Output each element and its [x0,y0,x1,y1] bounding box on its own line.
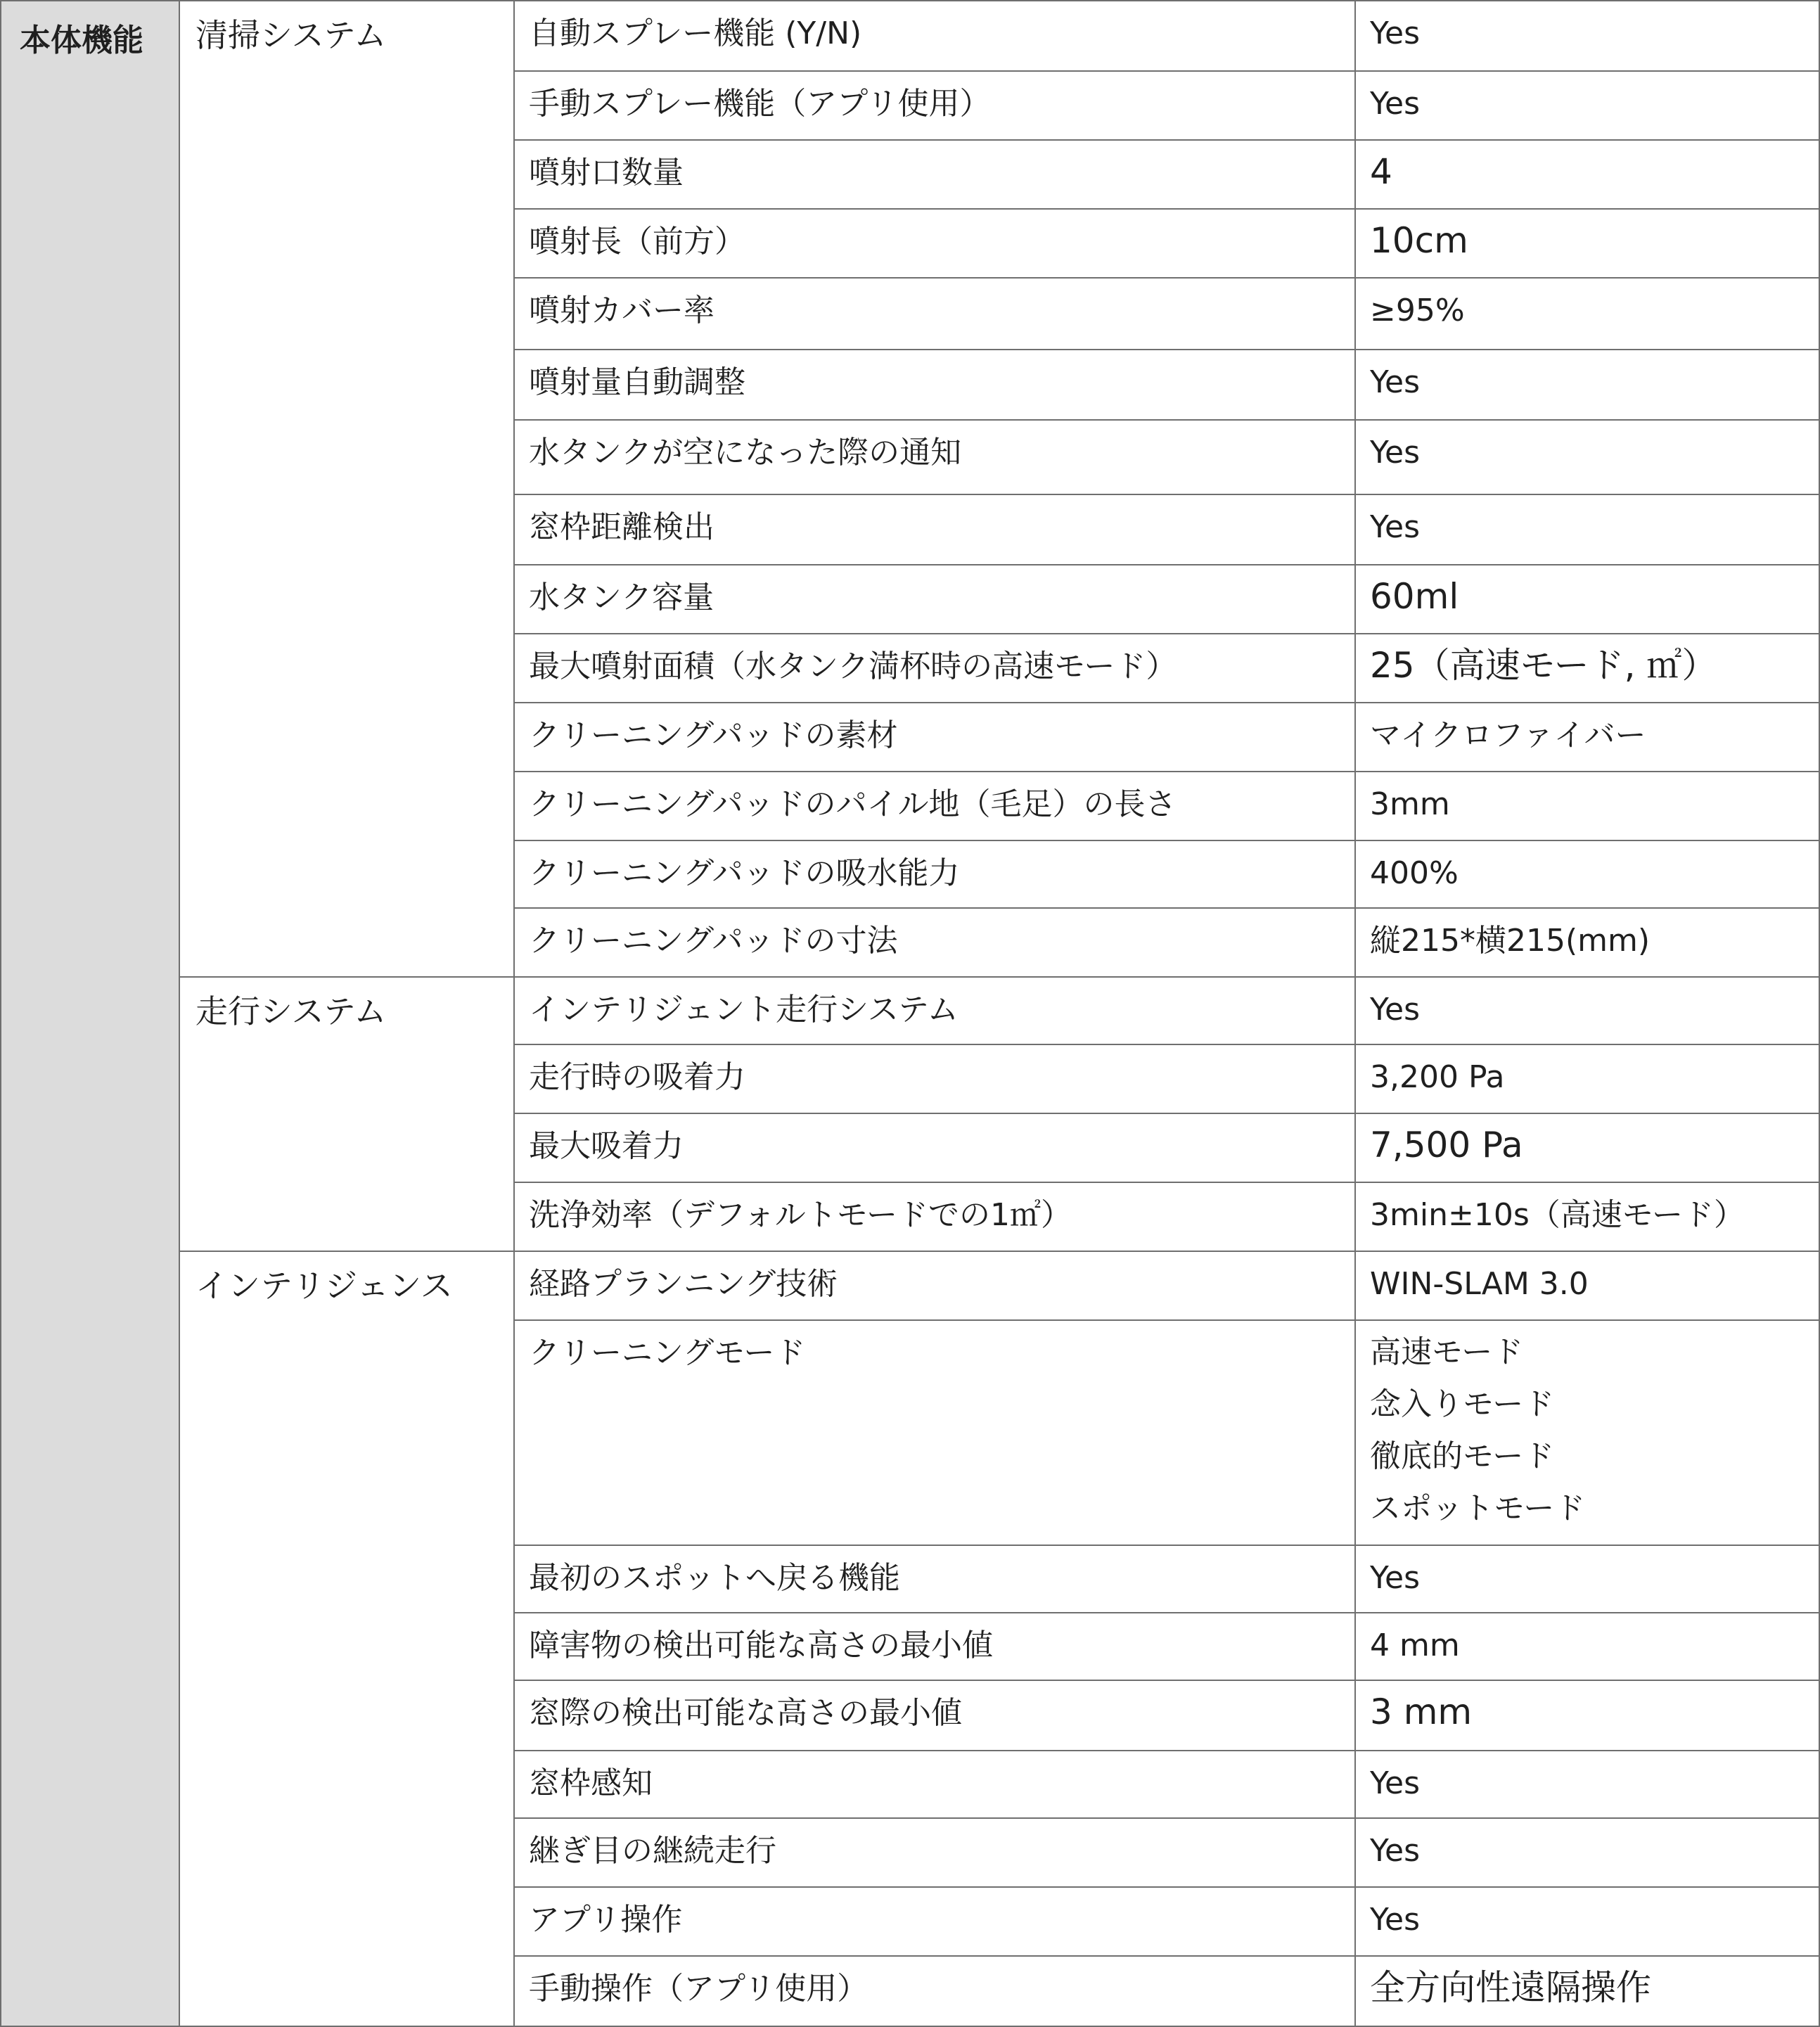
item-label: 噴射長（前方） [514,209,1355,278]
item-value: 4 mm [1355,1613,1819,1680]
item-value: Yes [1355,494,1819,565]
item-label: 最大噴射面積（水タンク満杯時の高速モード） [514,634,1355,703]
item-label: 噴射量自動調整 [514,350,1355,420]
group-driving-system: 走行システム [179,977,514,1251]
item-value: 3min±10s（高速モード） [1355,1182,1819,1251]
item-value: Yes [1355,350,1819,420]
list-item: スポットモード [1370,1490,1586,1526]
item-label: 障害物の検出可能な高さの最小値 [514,1613,1355,1680]
item-label: インテリジェント走行システム [514,977,1355,1044]
item-label: 窓枠感知 [514,1751,1355,1818]
item-value: Yes [1355,977,1819,1044]
item-label: 手動操作（アプリ使用） [514,1956,1355,2026]
item-value: 3,200 Pa [1355,1044,1819,1113]
item-label: クリーニングパッドのパイル地（毛足）の長さ [514,772,1355,840]
item-value: 400% [1355,840,1819,908]
group-intelligence: インテリジェンス [179,1251,514,2026]
item-label: 窓際の検出可能な高さの最小値 [514,1680,1355,1751]
item-value: 60ml [1355,565,1819,634]
item-label: 噴射カバー率 [514,278,1355,350]
item-label: 噴射口数量 [514,140,1355,209]
table-row [1,977,1819,1044]
item-value: 25（高速モード, ㎡） [1355,634,1819,703]
group-cleaning-system: 清掃システム [179,1,514,977]
category-cell: 本体機能 [1,1,179,2026]
item-value: 7,500 Pa [1355,1113,1819,1182]
item-label: 洗浄効率（デフォルトモードでの1㎡） [514,1182,1355,1251]
item-value: 全方向性遠隔操作 [1355,1956,1819,2026]
item-value: Yes [1355,1818,1819,1887]
item-value: 4 [1355,140,1819,209]
list-item: 徹底的モード [1370,1438,1555,1474]
item-label: 最大吸着力 [514,1113,1355,1182]
item-value: Yes [1355,71,1819,140]
item-value: Yes [1355,1751,1819,1818]
item-label: 自動スプレー機能 (Y/N) [514,1,1355,71]
item-value: Yes [1355,420,1819,494]
item-label: 窓枠距離検出 [514,494,1355,565]
item-label: クリーニングパッドの寸法 [514,908,1355,977]
cleaning-modes-list [1355,1320,1819,1545]
item-value: WIN-SLAM 3.0 [1355,1251,1819,1320]
item-value: 3mm [1355,772,1819,840]
item-label: 走行時の吸着力 [514,1044,1355,1113]
item-value: Yes [1355,1,1819,71]
item-label: 水タンクが空になった際の通知 [514,420,1355,494]
table-row [1,1,1819,71]
item-value: ≥95% [1355,278,1819,350]
item-value: 縦215*横215(mm) [1355,908,1819,977]
list-item: 念入りモード [1370,1386,1555,1422]
item-label: クリーニングパッドの吸水能力 [514,840,1355,908]
item-value: マイクロファイバー [1355,703,1819,772]
item-value: Yes [1355,1545,1819,1613]
item-label: クリーニングモード [514,1320,1355,1545]
item-label: 最初のスポットへ戻る機能 [514,1545,1355,1613]
item-label: 継ぎ目の継続走行 [514,1818,1355,1887]
list-item: 高速モード [1370,1334,1524,1370]
item-label: 手動スプレー機能（アプリ使用） [514,71,1355,140]
item-label: 経路プランニング技術 [514,1251,1355,1320]
item-label: クリーニングパッドの素材 [514,703,1355,772]
item-label: 水タンク容量 [514,565,1355,634]
table-row [1,1251,1819,1320]
item-value: Yes [1355,1887,1819,1956]
item-value: 3 mm [1355,1680,1819,1751]
item-label: アプリ操作 [514,1887,1355,1956]
item-value: 10cm [1355,209,1819,278]
